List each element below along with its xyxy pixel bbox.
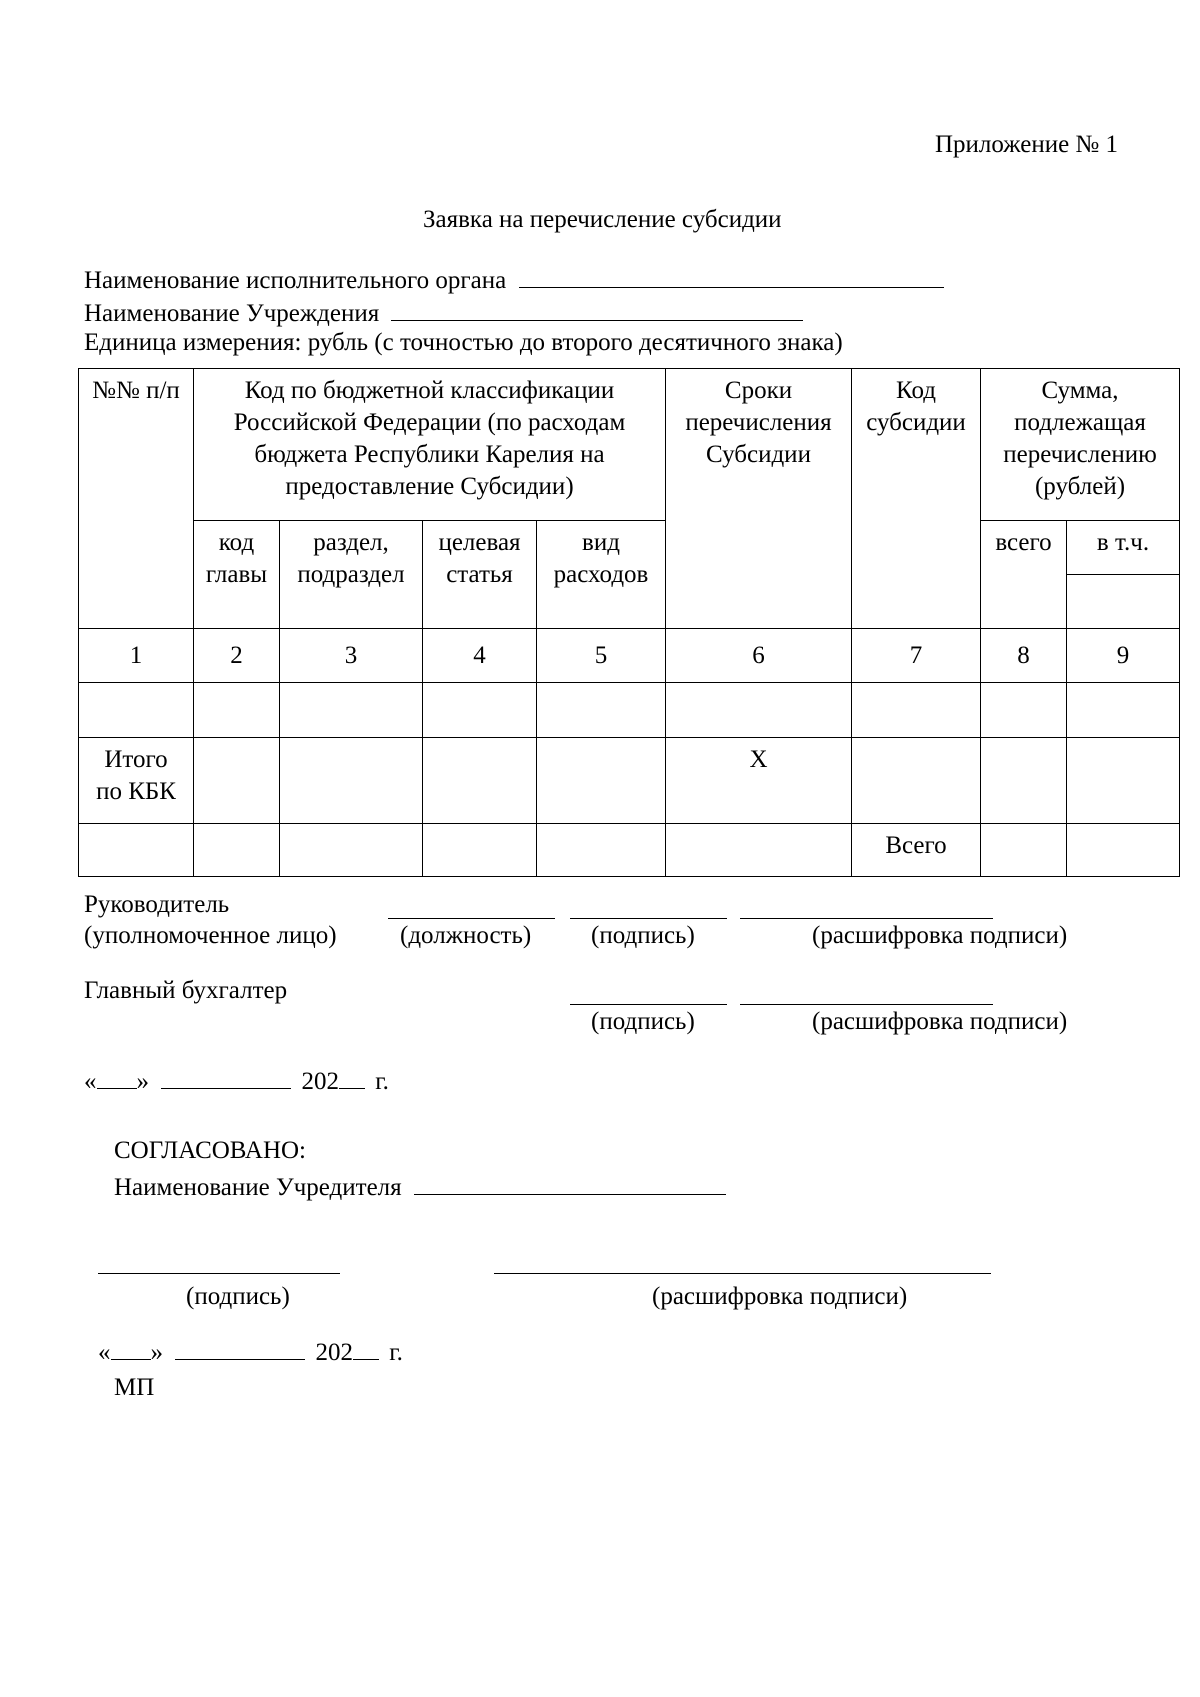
approval-decoding-blank[interactable] — [494, 1273, 991, 1274]
head-label: Руководитель — [84, 891, 230, 918]
header-total-cell: всего — [981, 521, 1067, 629]
date-line: « » 202 г. — [84, 1064, 389, 1096]
organ-blank[interactable] — [519, 263, 944, 288]
head-sublabel: (уполномоченное лицо) — [84, 922, 337, 949]
table-cell[interactable] — [280, 683, 423, 738]
vsego-label-cell: Всего — [852, 824, 981, 877]
agreed-label: СОГЛАСОВАНО: — [114, 1137, 307, 1164]
table-cell[interactable] — [537, 824, 666, 877]
table-cell[interactable] — [194, 683, 280, 738]
founder-blank[interactable] — [414, 1170, 726, 1195]
itogo-label-cell: Итого по КБК — [79, 738, 194, 824]
year-blank[interactable] — [339, 1064, 365, 1089]
col-number: 2 — [194, 629, 280, 683]
table-cell[interactable] — [1067, 683, 1180, 738]
table-cell[interactable] — [194, 824, 280, 877]
header-item-cell: целевая статья — [423, 521, 537, 629]
table-cell[interactable] — [79, 824, 194, 877]
table-cell[interactable] — [194, 738, 280, 824]
header-kbk-cell: Код по бюджетной классификации Российской Федерации (по расходам бюджета Республики Карелия на предоставление Субсидии) — [194, 369, 666, 521]
stamp-label: МП — [114, 1374, 155, 1401]
col-number: 5 — [537, 629, 666, 683]
accountant-signature-caption: (подпись) — [591, 1008, 695, 1035]
col-number: 4 — [423, 629, 537, 683]
accountant-signature-blank[interactable] — [570, 1004, 727, 1005]
header-sum-cell: Сумма, подлежащая перечислению (рублей) — [981, 369, 1180, 521]
unit-label: Единица измерения: рубль (с точностью до второго десятичного знака) — [84, 329, 843, 356]
founder-label: Наименование Учредителя — [114, 1174, 402, 1201]
itogo-row — [79, 738, 1180, 824]
table-cell[interactable] — [666, 683, 852, 738]
subsidy-table — [78, 368, 1180, 877]
table-cell[interactable] — [280, 738, 423, 824]
position-caption: (должность) — [400, 922, 532, 949]
approval-signature-caption: (подпись) — [186, 1283, 290, 1310]
table-cell[interactable] — [1067, 824, 1180, 877]
accountant-decoding-blank[interactable] — [740, 1004, 993, 1005]
itogo-mark-cell: X — [666, 738, 852, 824]
head-signature-blank[interactable] — [570, 918, 727, 919]
header-incl-cell: в т.ч. — [1067, 521, 1180, 575]
col-number: 6 — [666, 629, 852, 683]
header-type-cell: вид расходов — [537, 521, 666, 629]
table-cell[interactable] — [423, 824, 537, 877]
col-number: 3 — [280, 629, 423, 683]
document-title: Заявка на перечисление субсидии — [423, 206, 782, 233]
table-cell[interactable] — [666, 824, 852, 877]
appendix-number: Приложение № 1 — [935, 131, 1119, 158]
header-section-cell: раздел, подраздел — [280, 521, 423, 629]
founder-field — [114, 1170, 726, 1202]
table-cell[interactable] — [537, 683, 666, 738]
col-number: 7 — [852, 629, 981, 683]
institution-blank[interactable] — [391, 296, 803, 321]
month-blank[interactable] — [161, 1064, 291, 1089]
approval-signature-blank[interactable] — [98, 1273, 340, 1274]
month-blank[interactable] — [175, 1335, 305, 1360]
table-cell[interactable] — [981, 683, 1067, 738]
head-position-blank[interactable] — [388, 918, 555, 919]
organ-field — [84, 263, 944, 295]
header-code-cell: Код субсидии — [852, 369, 981, 629]
header-chapter-cell: код главы — [194, 521, 280, 629]
col-number: 9 — [1067, 629, 1180, 683]
decoding-caption: (расшифровка подписи) — [812, 922, 1068, 949]
col-number: 1 — [79, 629, 194, 683]
table-cell[interactable] — [981, 824, 1067, 877]
year-blank[interactable] — [353, 1335, 379, 1360]
table-cell[interactable] — [852, 683, 981, 738]
table-cell[interactable] — [981, 738, 1067, 824]
signature-caption: (подпись) — [591, 922, 695, 949]
table-cell[interactable] — [537, 738, 666, 824]
header-num-cell: №№ п/п — [79, 369, 194, 629]
table-cell[interactable] — [280, 824, 423, 877]
head-decoding-blank[interactable] — [740, 918, 993, 919]
header-incl-sub-cell[interactable] — [1067, 575, 1180, 629]
organ-label: Наименование исполнительного органа — [84, 267, 507, 294]
vsego-row — [79, 824, 1180, 877]
institution-field — [84, 296, 803, 328]
table-cell[interactable] — [852, 738, 981, 824]
empty-data-row — [79, 683, 1180, 738]
table-cell[interactable] — [1067, 738, 1180, 824]
accountant-decoding-caption: (расшифровка подписи) — [812, 1008, 1068, 1035]
approval-date-line: « » 202 г. — [98, 1335, 403, 1367]
day-blank[interactable] — [111, 1335, 151, 1360]
table-cell[interactable] — [79, 683, 194, 738]
day-blank[interactable] — [97, 1064, 137, 1089]
institution-label: Наименование Учреждения — [84, 300, 380, 327]
header-terms-cell: Сроки перечисления Субсидии — [666, 369, 852, 629]
table-cell[interactable] — [423, 683, 537, 738]
approval-decoding-caption: (расшифровка подписи) — [652, 1283, 908, 1310]
table-cell[interactable] — [423, 738, 537, 824]
col-number: 8 — [981, 629, 1067, 683]
column-numbers-row — [79, 629, 1180, 683]
accountant-label: Главный бухгалтер — [84, 977, 288, 1004]
